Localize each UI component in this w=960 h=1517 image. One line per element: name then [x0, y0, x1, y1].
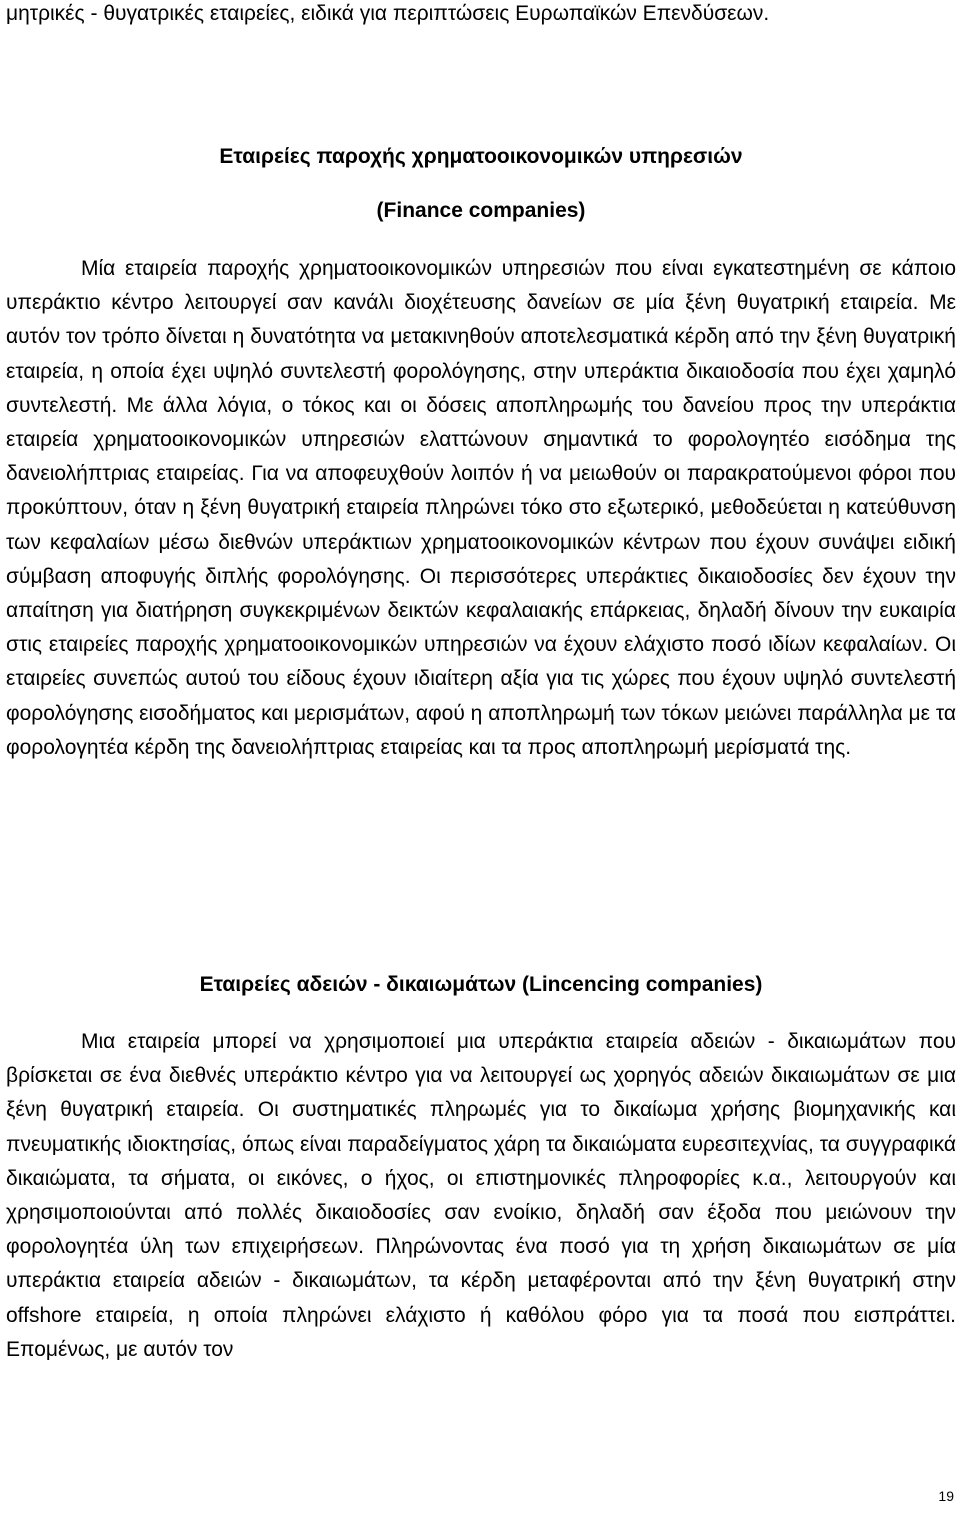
- body-paragraph-licencing: [6, 1025, 956, 1367]
- paragraph-text: Μία εταιρεία παροχής χρηματοοικονομικών υπηρεσιών που είναι εγκατεστημένη σε κάποιο υπεράκτιο κέντρο λειτουργεί σαν κανάλι διοχέτευσης δανείων σε μία ξένη θυγατρική εταιρεία. Με αυτόν τον τρόπο δίνεται η δυνατότητα να μετακινηθούν αποτελεσματικά κέρδη από την ξένη θυγατρική εταιρεία, η οποία έχει υψηλό συντελεστή φορολόγησης, στην υπεράκτια δικαιοδοσία που έχει χαμηλό συντελεστή. Με άλλα λόγια, ο τόκος και οι δόσεις αποπληρωμής του δανείου προς την υπεράκτια εταιρεία χρηματοοικονομικών υπηρεσιών ελαττώνουν σημαντικά το φορολογητέο εισόδημα της δανειολήπτριας εταιρείας. Για να αποφευχθούν λοιπόν ή να μειωθούν οι παρακρατούμενοι φόροι που προκύπτουν, όταν η ξένη θυγατρική εταιρεία πληρώνει τόκο στο εξωτερικό, μεθοδεύεται η κατεύθυνση των κεφαλαίων μέσω διεθνών υπεράκτιων χρηματοοικονομικών κέντρων που έχουν συνάψει ειδική σύμβαση αποφυγής διπλής φορολόγησης. Οι περισσότερες υπεράκτιες δικαιοδοσίες δεν έχουν την απαίτηση για διατήρηση συγκεκριμένων δεικτών κεφαλαιακής επάρκειας, δηλαδή δίνουν την ευκαιρία στις εταιρείες παροχής χρηματοοικονομικών υπηρεσιών να έχουν ελάχιστο ποσό ιδίων κεφαλαίων. Οι εταιρείες συνεπώς αυτού του είδους έχουν ιδιαίτερη αξία για τις χώρες που έχουν υψηλό συντελεστή φορολόγησης εισοδήματος και μερισμάτων, αφού η αποπληρωμή των τόκων μειώνει παράλληλα με τα φορολογητέα κέρδη της δανειολήπτριας εταιρείας και τα προς αποπληρωμή μερίσματά της.: [6, 257, 956, 759]
- section-heading-licencing: Εταιρείες αδειών - δικαιωμάτων (Lincencing companies): [199, 973, 763, 996]
- page-number: 19: [938, 1488, 954, 1504]
- section-subheading-finance: (Finance companies): [376, 199, 586, 222]
- section-heading-finance: Εταιρείες παροχής χρηματοοικονομικών υπηρεσιών: [219, 145, 743, 168]
- body-paragraph-finance: [6, 252, 956, 765]
- intro-paragraph: μητρικές - θυγατρικές εταιρείες, ειδικά για περιπτώσεις Ευρωπαϊκών Επενδύσεων.: [6, 2, 770, 25]
- paragraph-text: Μια εταιρεία μπορεί να χρησιμοποιεί μια υπεράκτια εταιρεία αδειών - δικαιωμάτων που βρίσκεται σε ένα διεθνές υπεράκτιο κέντρο για να λειτουργεί ως χορηγός αδειών δικαιωμάτων σε μια ξένη θυγατρική εταιρεία. Οι συστηματικές πληρωμές για το δικαίωμα χρήσης βιομηχανικής και πνευματικής ιδιοκτησίας, όπως είναι παραδείγματος χάρη τα δικαιώματα ευρεσιτεχνίας, τα συγγραφικά δικαιώματα, τα σήματα, οι εικόνες, ο ήχος, οι επιστημονικές πληροφορίες κ.α., λειτουργούν και χρησιμοποιούνται από πολλές δικαιοδοσίες σαν ενοίκιο, δηλαδή σαν έξοδα που μειώνουν την φορολογητέα ύλη των επιχειρήσεων. Πληρώνοντας ένα ποσό για τη χρήση δικαιωμάτων σε μία υπεράκτια εταιρεία αδειών - δικαιωμάτων, τα κέρδη μεταφέρονται από την ξένη θυγατρική στην offshore εταιρεία, η οποία πληρώνει ελάχιστο ή καθόλου φόρο για τα ποσά που εισπράττει. Επομένως, με αυτόν τον: [6, 1030, 956, 1361]
